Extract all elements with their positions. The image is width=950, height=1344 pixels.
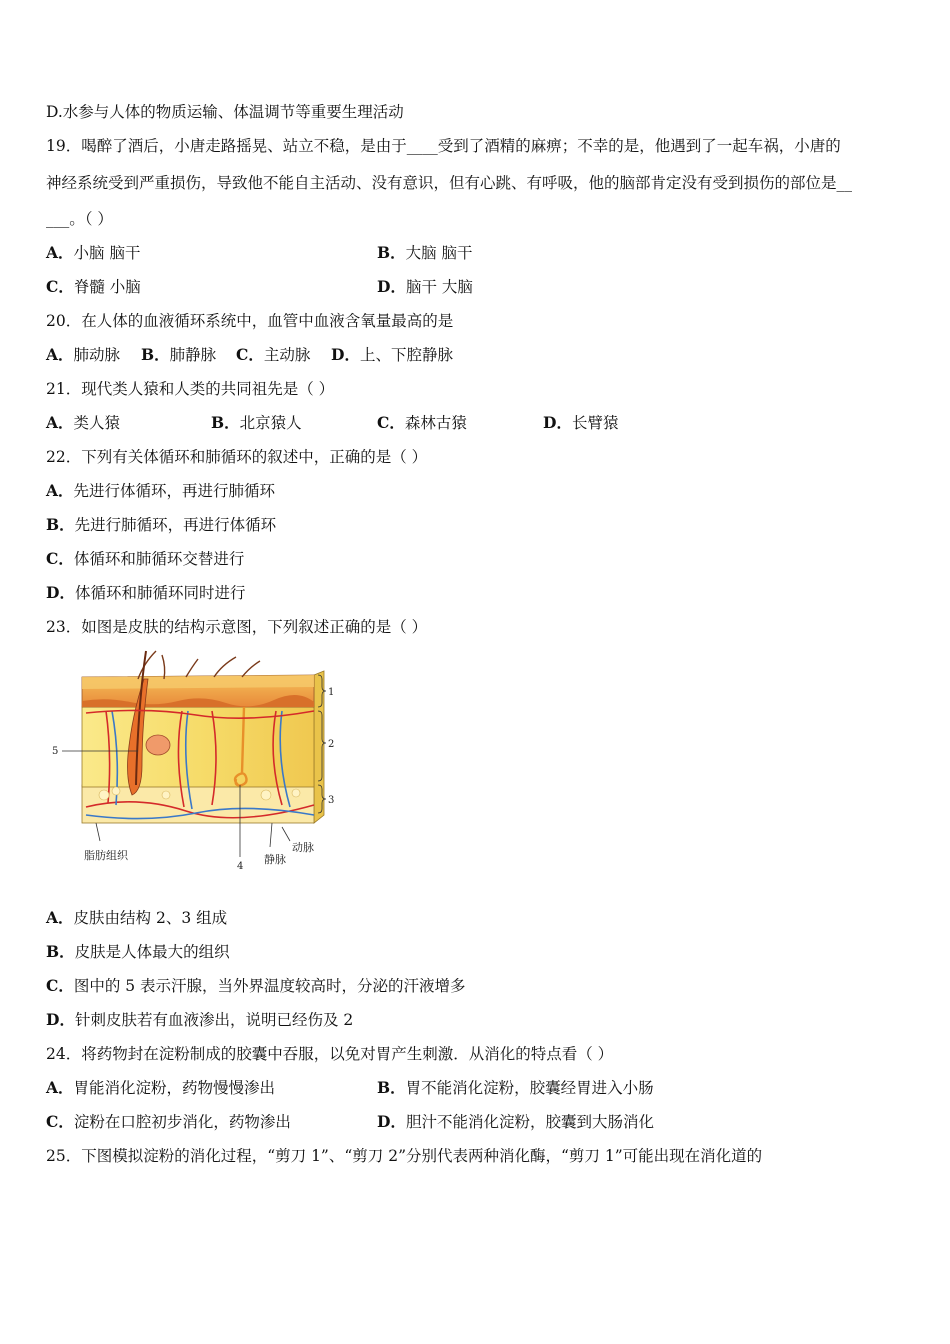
epidermis-surface: [82, 675, 314, 689]
q21-stem: 21．现代类人猿和人类的共同祖先是（ ）: [46, 380, 335, 398]
q22-option-d[interactable]: D．体循环和肺循环同时进行: [46, 583, 246, 602]
q23-stem: 23．如图是皮肤的结构示意图，下列叙述正确的是（ ）: [46, 618, 428, 636]
q21-option-a[interactable]: A．类人猿: [46, 413, 121, 432]
q24-stem: 24．将药物封在淀粉制成的胶囊中吞服，以免对胃产生刺激．从消化的特点看（ ）: [46, 1045, 614, 1063]
q18-option-d: D.水参与人体的物质运输、体温调节等重要生理活动: [46, 103, 404, 121]
label-3: 3: [328, 795, 335, 806]
q23-option-d[interactable]: D．针刺皮肤若有血液渗出，说明已经伤及 2: [46, 1010, 354, 1029]
hair-strands: [138, 651, 260, 679]
caption-vein: 静脉: [264, 853, 286, 866]
q19-option-a[interactable]: A．小脑 脑干: [46, 243, 141, 262]
label-2: 2: [328, 739, 335, 750]
q21-option-c[interactable]: C．森林古猿: [377, 413, 467, 432]
sebaceous-gland: [146, 735, 170, 755]
q19-option-b[interactable]: B．大脑 脑干: [377, 243, 473, 262]
label-4: 4: [237, 861, 244, 872]
q24-option-c[interactable]: C．淀粉在口腔初步消化，药物渗出: [46, 1112, 291, 1131]
label-5: 5: [52, 746, 59, 757]
q19-option-d[interactable]: D．脑干 大脑: [377, 277, 473, 296]
q20-option-a[interactable]: A．肺动脉: [46, 345, 121, 364]
q20-stem: 20．在人体的血液循环系统中，血管中血液含氧量最高的是: [46, 312, 454, 330]
q22-option-a[interactable]: A．先进行体循环，再进行肺循环: [46, 481, 276, 500]
q23-option-c[interactable]: C．图中的 5 表示汗腺，当外界温度较高时，分泌的汗液增多: [46, 976, 466, 995]
skin-structure-diagram: [46, 645, 346, 875]
caption-fat-tissue: 脂肪组织: [84, 849, 128, 862]
q22-option-b[interactable]: B．先进行肺循环，再进行体循环: [46, 515, 277, 534]
q25-stem: 25．下图模拟淀粉的消化过程，“剪刀 1”、“剪刀 2”分别代表两种消化酶，“剪刀 1”可能出现在消化道的: [46, 1147, 763, 1165]
q24-option-d[interactable]: D．胆汁不能消化淀粉，胶囊到大肠消化: [377, 1112, 654, 1131]
q22-stem: 22．下列有关体循环和肺循环的叙述中，正确的是（ ）: [46, 448, 428, 466]
caption-artery: 动脉: [292, 841, 314, 854]
q20-option-c[interactable]: C．主动脉: [236, 345, 311, 364]
q19-stem-line2: 神经系统受到严重损伤，导致他不能自主活动、没有意识，但有心跳、有呼吸，他的脑部肯定没有受到损伤的部位是__: [46, 174, 853, 192]
q22-option-c[interactable]: C．体循环和肺循环交替进行: [46, 549, 245, 568]
q19-option-c[interactable]: C．脊髓 小脑: [46, 277, 141, 296]
q23-option-a[interactable]: A．皮肤由结构 2、3 组成: [46, 908, 228, 927]
q24-option-b[interactable]: B．胃不能消化淀粉，胶囊经胃进入小肠: [377, 1078, 654, 1097]
q19-stem-line3: ___。（ ）: [46, 210, 113, 228]
q20-option-d[interactable]: D．上、下腔静脉: [331, 345, 453, 364]
q23-option-b[interactable]: B．皮肤是人体最大的组织: [46, 942, 230, 961]
q19-stem-line1: 19．喝醉了酒后，小唐走路摇晃、站立不稳，是由于____受到了酒精的麻痹；不幸的是，他遇到了一起车祸，小唐的: [46, 137, 841, 155]
q24-option-a[interactable]: A．胃能消化淀粉，药物慢慢渗出: [46, 1078, 276, 1097]
label-1: 1: [328, 687, 335, 698]
q20-option-b[interactable]: B．肺静脉: [141, 345, 217, 364]
q21-option-d[interactable]: D．长臂猿: [543, 413, 619, 432]
q21-option-b[interactable]: B．北京猿人: [211, 413, 302, 432]
